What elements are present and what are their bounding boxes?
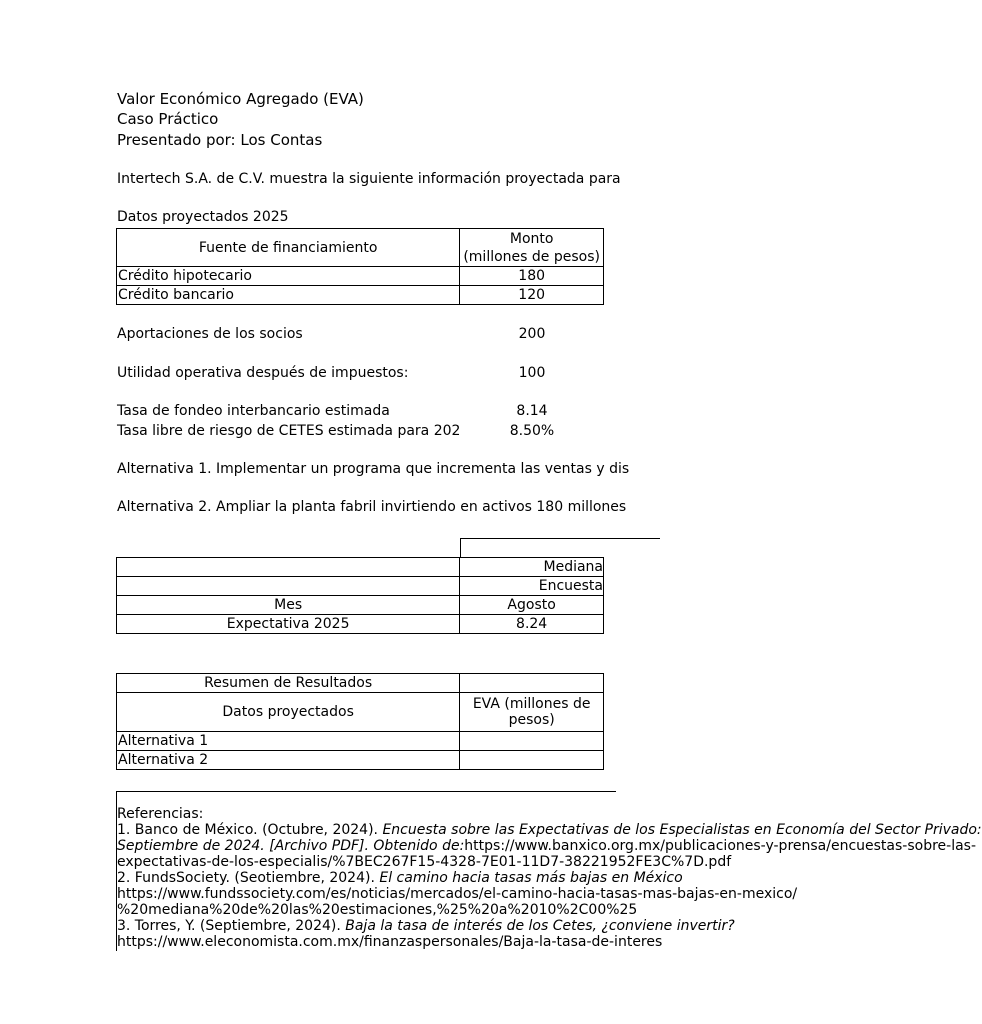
expectativa-row-label: Expectativa 2025 — [117, 615, 460, 634]
resumen-col2-header: EVA (millones de pesos) — [460, 693, 604, 732]
aportaciones-label: Aportaciones de los socios — [117, 326, 303, 342]
document-subtitle: Caso Práctico — [117, 110, 219, 128]
datos-title: Datos proyectados 2025 — [117, 209, 289, 225]
aportaciones-value: 200 — [518, 326, 546, 342]
financing-col2-header: Monto (millones de pesos) — [460, 229, 604, 267]
reference-link[interactable]: https://www.fundssociety.com/es/noticias/mercados/el-camino-hacia-tasas-mas-bajas-en-mexico/ — [117, 886, 798, 902]
intro-text: Intertech S.A. de C.V. muestra la siguiente información proyectada para — [117, 171, 621, 187]
resumen-row-label: Alternativa 2 — [117, 751, 460, 770]
referencias-block — [117, 806, 982, 950]
table-row — [117, 558, 604, 577]
table-row — [117, 267, 604, 286]
alternativa-1-text: Alternativa 1. Implementar un programa que incrementa las ventas y dis — [117, 461, 630, 477]
table-row — [117, 286, 604, 305]
table-row — [117, 732, 604, 751]
tasa-fondeo-value: 8.14 — [516, 403, 548, 419]
expectativa-top-border — [460, 538, 660, 539]
reference-item-2: 2. FundsSociety. (Seotiembre, 2024). El camino hacia tasas más bajas en México — [117, 870, 683, 886]
reference-item-1: 1. Banco de México. (Octubre, 2024). Encuesta sobre las Expectativas de los Especialistas en Economía del Sector Privado: — [117, 822, 982, 838]
reference-link[interactable]: expectativas-de-los-especialis/%7BEC267F15-4328-7E01-11D7-38221952FE3C%7D.pdf — [117, 854, 732, 870]
financing-table — [116, 228, 604, 305]
resumen-row-value — [460, 732, 604, 751]
expectativa-encuesta: Encuesta — [460, 577, 604, 596]
resumen-col1-header: Datos proyectados — [117, 693, 460, 732]
utilidad-value: 100 — [518, 365, 546, 381]
reference-item-3: 3. Torres, Y. (Septiembre, 2024). Baja la tasa de interés de los Cetes, ¿conviene invertir? — [117, 918, 735, 934]
financing-row-label: Crédito bancario — [117, 286, 460, 305]
expectativa-month: Agosto — [460, 596, 604, 615]
financing-row-label: Crédito hipotecario — [117, 267, 460, 286]
resumen-title: Resumen de Resultados — [117, 674, 460, 693]
expectativa-table — [116, 557, 604, 634]
reference-link[interactable]: %20mediana%20de%20las%20estimaciones,%25%20a%2010%2C00%25 — [117, 902, 638, 918]
table-row — [117, 596, 604, 615]
reference-link[interactable]: https://www.banxico.org.mx/publicaciones-y-prensa/encuestas-sobre-las- — [464, 838, 977, 854]
financing-row-value: 120 — [460, 286, 604, 305]
resumen-row-label: Alternativa 1 — [117, 732, 460, 751]
resumen-title-blank — [460, 674, 604, 693]
referencias-top-border — [116, 791, 616, 792]
expectativa-blank-cell — [117, 558, 460, 577]
expectativa-mediana: Mediana — [460, 558, 604, 577]
expectativa-mes-header: Mes — [117, 596, 460, 615]
tasa-fondeo-label: Tasa de fondeo interbancario estimada — [117, 403, 390, 419]
utilidad-label: Utilidad operativa después de impuestos: — [117, 365, 409, 381]
expectativa-blank-cell — [117, 577, 460, 596]
financing-col1-header: Fuente de financiamiento — [117, 229, 460, 267]
reference-link[interactable]: https://www.eleconomista.com.mx/finanzaspersonales/Baja-la-tasa-de-interes — [117, 934, 663, 950]
expectativa-left-border — [460, 538, 461, 558]
presenter-line: Presentado por: Los Contas — [117, 131, 323, 149]
tasa-cetes-value: 8.50% — [509, 423, 555, 439]
document-title: Valor Económico Agregado (EVA) — [117, 90, 364, 108]
financing-row-value: 180 — [460, 267, 604, 286]
table-row — [117, 615, 604, 634]
resumen-table — [116, 673, 604, 770]
tasa-cetes-label: Tasa libre de riesgo de CETES estimada para 202 — [117, 423, 461, 439]
table-row — [117, 751, 604, 770]
resumen-row-value — [460, 751, 604, 770]
reference-item-1-cont: Septiembre de 2024. [Archivo PDF]. Obtenido de:https://www.banxico.org.mx/publicaciones-y-prensa/encuestas-sobre-las- — [117, 838, 977, 854]
alternativa-2-text: Alternativa 2. Ampliar la planta fabril invirtiendo en activos 180 millones — [117, 499, 627, 515]
referencias-title: Referencias: — [117, 806, 204, 822]
expectativa-row-value: 8.24 — [460, 615, 604, 634]
table-row — [117, 577, 604, 596]
